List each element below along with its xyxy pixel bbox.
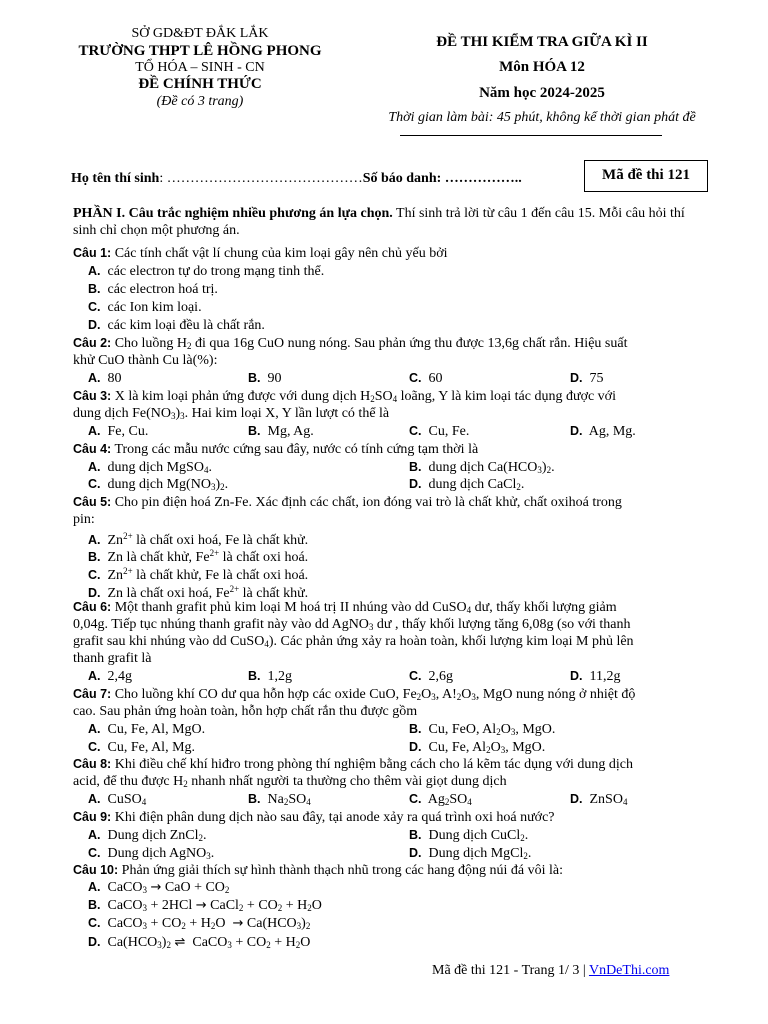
q5-option-a: A. $Zn^{2+}$ là chất oxi hoá, Fe là chất khử. bbox=[88, 531, 309, 548]
q8-option-b: B. $Na_2SO_4$ bbox=[248, 792, 311, 807]
name-dots: : …………………………………… bbox=[159, 171, 363, 186]
question-4: Câu 4: Trong các mẫu nước cứng sau đây, nước có tính cứng tạm thời là bbox=[73, 442, 479, 457]
q9-option-d: D. Dung dịch MgCl$_2$. bbox=[409, 846, 532, 861]
question-5-cont: pin: bbox=[73, 512, 95, 527]
name-label: Họ tên thí sinh bbox=[71, 171, 160, 186]
q6-option-d: D. 11,2g bbox=[570, 669, 621, 684]
q1-option-a: A. các electron tự do trong mạng tinh thể. bbox=[88, 264, 325, 279]
q3-option-d: D. Ag, Mg. bbox=[570, 424, 636, 439]
q7-option-b: B. Cu, FeO, $Al_2O_3$, MgO. bbox=[409, 722, 556, 737]
q5-option-c: C. $Zn^{2+}$ là chất khử, Fe là chất oxi hoá. bbox=[88, 566, 309, 583]
page-footer bbox=[432, 963, 669, 979]
q7-option-a: A. Cu, Fe, Al, MgO. bbox=[88, 722, 206, 737]
q10-option-b: B. CaCO$_3$ + 2HCl → CaCl$_2$ + $CO_2 + H_2O$ bbox=[88, 898, 322, 913]
question-6-cont-1: 0,04g. Tiếp tục nhúng thanh grafit này vào dd AgNO$_3$ dư , thấy khối lượng tăng 6,08g (so với thanh bbox=[73, 617, 631, 632]
q1-option-c: C. các Ion kim loại. bbox=[88, 300, 202, 315]
school-year: Năm học 2024-2025 bbox=[479, 85, 605, 101]
q2-option-d: D. 75 bbox=[570, 371, 604, 386]
q3-option-b: B. Mg, Ag. bbox=[248, 424, 314, 439]
part1-heading bbox=[73, 205, 698, 239]
part1-title: PHẦN I. Câu trắc nghiệm nhiều phương án lựa chọn. bbox=[73, 206, 393, 221]
q9-option-c: C. Dung dịch AgNO$_3$. bbox=[88, 846, 215, 861]
q6-option-b: B. 1,2g bbox=[248, 669, 292, 684]
q2-option-b: B. 90 bbox=[248, 371, 282, 386]
arrow-icon: → bbox=[232, 916, 244, 931]
question-8-cont: acid, để thu được $H_2$ nhanh nhất người ta thường cho thêm vài giọt dung dịch bbox=[73, 774, 507, 789]
q4-option-a: A. dung dịch MgSO$_4$. bbox=[88, 460, 212, 475]
q2-option-c: C. 60 bbox=[409, 371, 443, 386]
q5-option-b: B. Zn là chất khử, $Fe^{2+}$ là chất oxi hoá. bbox=[88, 548, 309, 565]
question-6-cont-2: grafit sau khi nhúng vào dd CuSO$_4$). Các phản ứng xảy ra hoàn toàn, khối lượng kim loại M phủ lên bbox=[73, 634, 634, 649]
q6-option-a: A. 2,4g bbox=[88, 669, 132, 684]
part1-desc: Thí sinh trả lời từ câu 1 đến câu 15. Mỗi câu hỏi thí sinh chỉ chọn một phương án. bbox=[73, 206, 685, 238]
q3-option-a: A. Fe, Cu. bbox=[88, 424, 149, 439]
school-name: TRƯỜNG THPT LÊ HỒNG PHONG bbox=[78, 43, 322, 59]
student-info-line bbox=[71, 171, 522, 187]
q4-option-b: B. dung dịch $Ca(HCO_3)_2$. bbox=[409, 460, 555, 475]
q1-option-b: B. các electron hoá trị. bbox=[88, 282, 218, 297]
equilibrium-arrow-icon: ⇌ bbox=[174, 935, 186, 950]
q7-option-d: D. Cu, Fe, $Al_2O_3$, MgO. bbox=[409, 740, 546, 755]
q8-option-c: C. $Ag_2SO_4$ bbox=[409, 792, 472, 807]
footer-text: Mã đề thi 121 - Trang 1/ 3 | bbox=[432, 963, 589, 978]
exam-title: ĐỀ THI KIỂM TRA GIỮA KÌ II bbox=[436, 34, 648, 50]
group-name: TỔ HÓA – SINH - CN bbox=[135, 60, 265, 75]
q9-option-a: A. Dung dịch ZnCl$_2$. bbox=[88, 828, 207, 843]
pages-note: (Đề có 3 trang) bbox=[156, 94, 244, 109]
question-7-cont: cao. Sau phản ứng hoàn toàn, hỗn hợp chất rắn thu được gồm bbox=[73, 704, 418, 719]
question-7: Câu 7: Cho luồng khí CO dư qua hỗn hợp các oxide CuO, $Fe_2O_3$, $A!_2O_3$, MgO nung nóng ở nhiệt độ bbox=[73, 687, 636, 702]
department-name: SỞ GD&ĐT ĐẮK LẮK bbox=[131, 26, 269, 41]
question-6: Câu 6: Một thanh grafit phủ kim loại M hoá trị II nhúng vào dd CuSO$_4$ dư, thấy khối lượng giảm bbox=[73, 600, 617, 615]
q8-option-a: A. CuSO$_4$ bbox=[88, 792, 147, 807]
question-9: Câu 9: Khi điện phân dung dịch nào sau đây, tại anode xảy ra quá trình oxi hoá nước? bbox=[73, 810, 555, 825]
arrow-icon: → bbox=[195, 898, 207, 913]
exam-code-box: Mã đề thi 121 bbox=[584, 160, 708, 192]
question-5: Câu 5: Cho pin điện hoá Zn-Fe. Xác định các chất, ion đóng vai trò là chất khử, chất oxihoá trong bbox=[73, 495, 622, 510]
question-8: Câu 8: Khi điều chế khí hiđro trong phòng thí nghiệm bằng cách cho lá kẽm tác dụng với dung dịch bbox=[73, 757, 633, 772]
arrow-icon: → bbox=[150, 880, 162, 895]
question-1: Câu 1: Các tính chất vật lí chung của kim loại gây nên chủ yếu bởi bbox=[73, 246, 448, 261]
time-note: Thời gian làm bài: 45 phút, không kể thời gian phát đề bbox=[388, 110, 696, 125]
q6-option-c: C. 2,6g bbox=[409, 669, 453, 684]
q3-option-c: C. Cu, Fe. bbox=[409, 424, 470, 439]
question-3-cont: dung dịch $Fe(NO_3)_3$. Hai kim loại X, Y lần lượt có thể là bbox=[73, 406, 390, 421]
q9-option-b: B. Dung dịch CuCl$_2$. bbox=[409, 828, 529, 843]
q5-option-d: D. Zn là chất oxi hoá, $Fe^{2+}$ là chất khử. bbox=[88, 584, 309, 601]
q10-option-a: A. CaCO$_3$ → CaO + $CO_2$ bbox=[88, 880, 230, 895]
q1-option-d: D. các kim loại đều là chất rắn. bbox=[88, 318, 265, 333]
q10-option-c: C. CaCO$_3$ + $CO_2 + H_2O \to Ca(HCO_3)_2$ bbox=[88, 916, 311, 931]
question-6-cont-3: thanh grafit là bbox=[73, 651, 152, 666]
question-2-cont: khử CuO thành Cu là(%): bbox=[73, 353, 218, 368]
q8-option-d: D. ZnSO$_4$ bbox=[570, 792, 628, 807]
sbd-label: Số báo danh: …………….. bbox=[362, 171, 522, 186]
q4-option-d: D. dung dịch CaCl$_2$. bbox=[409, 477, 525, 492]
official-label: ĐỀ CHÍNH THỨC bbox=[138, 76, 262, 92]
question-2: Câu 2: Cho luồng $H_2$ đi qua 16g CuO nung nóng. Sau phản ứng thu được 13,6g chất rắn. Hiệu suất bbox=[73, 336, 628, 351]
q7-option-c: C. Cu, Fe, Al, Mg. bbox=[88, 740, 196, 755]
header-divider bbox=[400, 135, 662, 136]
subject: Môn HÓA 12 bbox=[499, 59, 585, 75]
question-3: Câu 3: X là kim loại phản ứng được với dung dịch $H_2SO_4$ loãng, Y là kim loại tác dụng được với bbox=[73, 389, 616, 404]
q2-option-a: A. 80 bbox=[88, 371, 122, 386]
question-10: Câu 10: Phản ứng giải thích sự hình thành thạch nhũ trong các hang động núi đá vôi là: bbox=[73, 863, 563, 878]
footer-link[interactable]: VnDeThi.com bbox=[588, 963, 670, 978]
q4-option-c: C. dung dịch $Mg(NO_3)_2$. bbox=[88, 477, 229, 492]
q10-option-d: D. $Ca(HCO_3)_2$ ⇌ CaCO$_3$ + $CO_2 + H_2O$ bbox=[88, 935, 311, 950]
